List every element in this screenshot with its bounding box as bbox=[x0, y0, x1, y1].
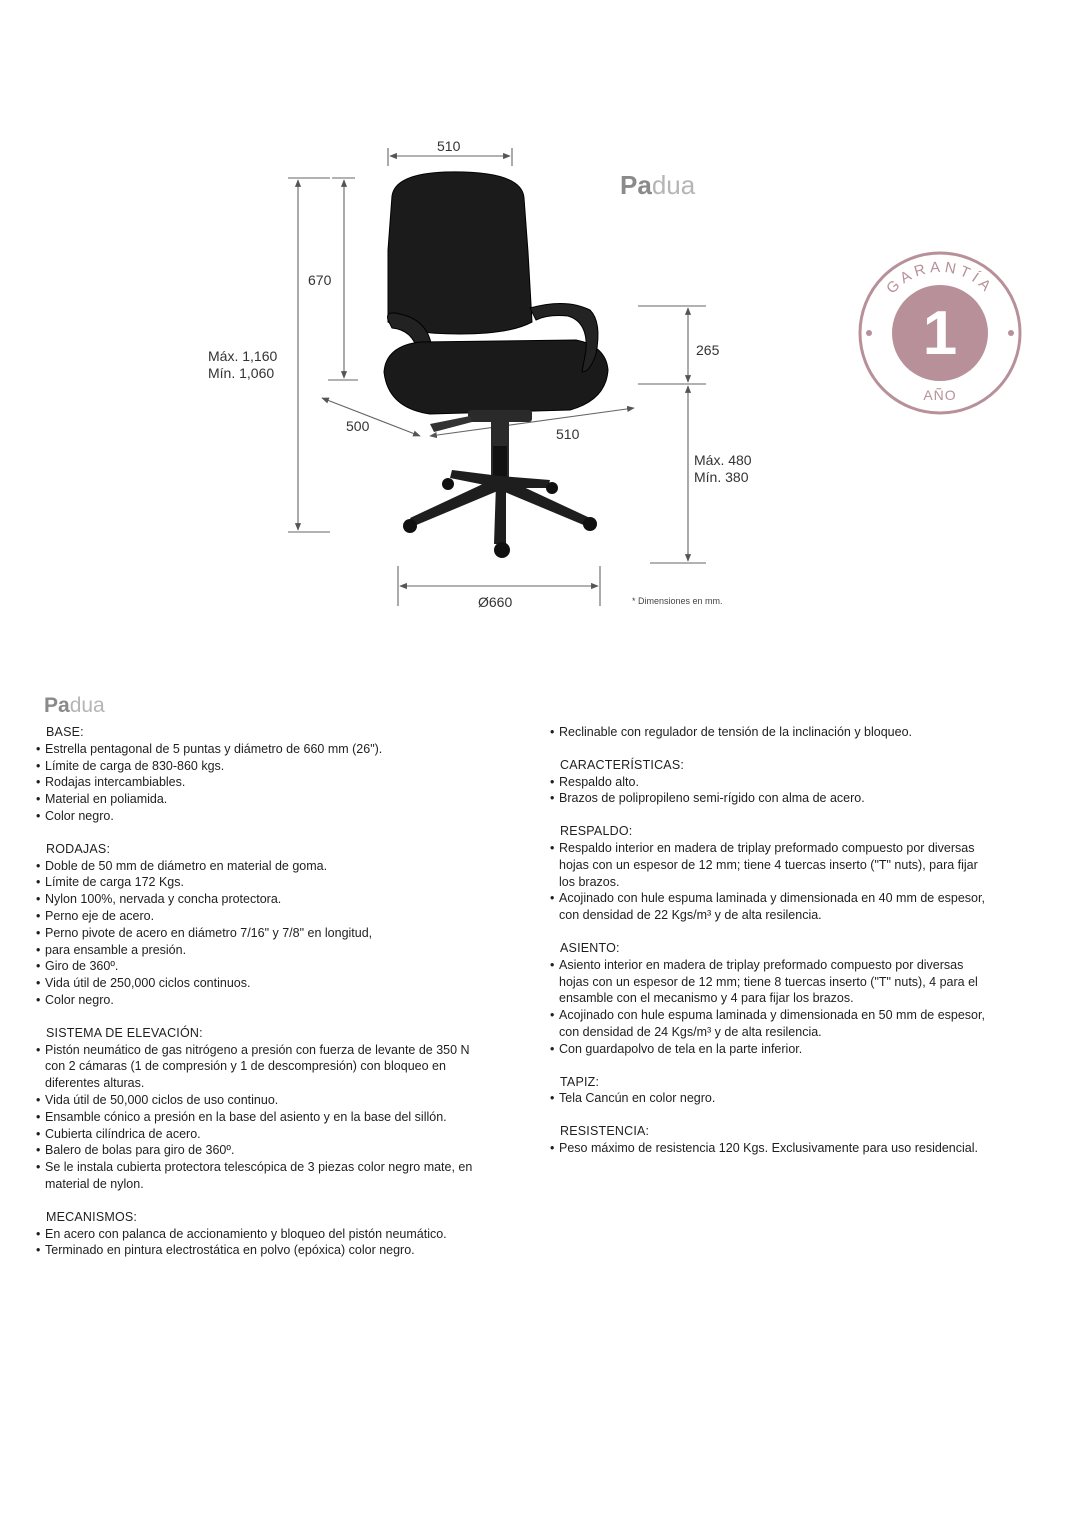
spec-heading: TAPIZ: bbox=[560, 1074, 600, 1089]
spec-section-reclinable bbox=[550, 724, 990, 741]
dim-seat-height bbox=[694, 452, 752, 486]
spec-item: • Nylon 100%, nervada y concha protectora. bbox=[36, 891, 486, 908]
spec-section-tapiz bbox=[550, 1074, 990, 1108]
title-bold: Pa bbox=[620, 170, 652, 200]
spec-item: • Vida útil de 250,000 ciclos continuos. bbox=[36, 975, 486, 992]
spec-list bbox=[550, 774, 990, 808]
spec-list bbox=[36, 741, 486, 825]
spec-item: • Peso máximo de resistencia 120 Kgs. Exclusivamente para uso residencial. bbox=[550, 1140, 990, 1157]
specs-title-rest: dua bbox=[69, 694, 105, 717]
spec-item: • Estrella pentagonal de 5 puntas y diámetro de 660 mm (26"). bbox=[36, 741, 486, 758]
spec-section-respaldo bbox=[550, 823, 990, 924]
spec-list bbox=[550, 1140, 990, 1157]
spec-list bbox=[550, 957, 990, 1058]
spec-item: • Reclinable con regulador de tensión de la inclinación y bloqueo. bbox=[550, 724, 990, 741]
badge-number: 1 bbox=[922, 299, 958, 368]
spec-item: • Acojinado con hule espuma laminada y dimensionada en 40 mm de espesor, con densidad de 22 Kgs/m³ y de alta resilencia. bbox=[550, 890, 990, 924]
spec-item: • Material en poliamida. bbox=[36, 791, 486, 808]
spec-section-asiento bbox=[550, 940, 990, 1058]
spec-item: • Respaldo interior en madera de triplay preformado compuesto por diversas hojas con un espesor de 12 mm; tiene 4 tuercas inserto ("T" nuts), para fijar los brazos. bbox=[550, 840, 990, 890]
spec-list bbox=[36, 1226, 486, 1260]
spec-item: • Color negro. bbox=[36, 992, 486, 1009]
chair-illustration bbox=[384, 172, 608, 558]
dim-seat-width: 510 bbox=[556, 426, 580, 442]
spec-item: • Se le instala cubierta protectora telescópica de 3 piezas color negro mate, en material de nylon. bbox=[36, 1159, 486, 1193]
spec-heading: RODAJAS: bbox=[46, 841, 111, 856]
spec-list bbox=[550, 724, 990, 741]
spec-item: • En acero con palanca de accionamiento y bloqueo del pistón neumático. bbox=[36, 1226, 486, 1243]
spec-item: • Límite de carga 172 Kgs. bbox=[36, 874, 486, 891]
spec-item: • Pistón neumático de gas nitrógeno a presión con fuerza de levante de 350 N con 2 cámaras (1 de compresión y 1 de descompresión) con bloqueo en diferentes alturas. bbox=[36, 1042, 486, 1092]
spec-list bbox=[36, 1042, 486, 1193]
dim-total-max: Máx. 1,160 bbox=[208, 348, 278, 364]
spec-heading: SISTEMA DE ELEVACIÓN: bbox=[46, 1025, 203, 1040]
spec-section-elevacion bbox=[36, 1025, 486, 1193]
spec-heading: BASE: bbox=[46, 725, 84, 739]
specs-right-column bbox=[550, 724, 990, 1173]
spec-item: • Con guardapolvo de tela en la parte inferior. bbox=[550, 1041, 990, 1058]
spec-item: • Giro de 360º. bbox=[36, 958, 486, 975]
dim-seat-max: Máx. 480 bbox=[694, 452, 752, 468]
spec-item: • Ensamble cónico a presión en la base del asiento y en la base del sillón. bbox=[36, 1109, 486, 1126]
spec-item: • Doble de 50 mm de diámetro en material de goma. bbox=[36, 858, 486, 875]
specs-left-column bbox=[36, 724, 486, 1275]
spec-item: • Balero de bolas para giro de 360º. bbox=[36, 1142, 486, 1159]
warranty-badge bbox=[855, 248, 1025, 418]
spec-item: • Perno eje de acero. bbox=[36, 908, 486, 925]
dim-total-min: Mín. 1,060 bbox=[208, 365, 275, 381]
spec-section-caracteristicas bbox=[550, 757, 990, 807]
spec-section-rodajas bbox=[36, 841, 486, 1009]
spec-item: • Acojinado con hule espuma laminada y dimensionada en 50 mm de espesor, con densidad de 24 Kgs/m³ y de alta resilencia. bbox=[550, 1007, 990, 1041]
dimensions-note: * Dimensiones en mm. bbox=[632, 596, 723, 606]
product-title-top bbox=[620, 170, 695, 201]
specs-title-bold: Pa bbox=[44, 694, 70, 717]
spec-item: • Perno pivote de acero en diámetro 7/16" y 7/8" en longitud, bbox=[36, 925, 486, 942]
spec-item: • Asiento interior en madera de triplay preformado compuesto por diversas hojas con un espesor de 12 mm; tiene 8 tuercas inserto ("T" nuts), 4 para el ensamble con el mecanismo y 4 para fijar los brazos. bbox=[550, 957, 990, 1007]
dim-seat-depth: 500 bbox=[346, 418, 370, 434]
spec-list bbox=[36, 858, 486, 1009]
spec-heading: RESPALDO: bbox=[560, 824, 633, 839]
spec-item: • Terminado en pintura electrostática en polvo (epóxica) color negro. bbox=[36, 1242, 486, 1259]
spec-item: • Rodajas intercambiables. bbox=[36, 774, 486, 791]
dim-top-width: 510 bbox=[437, 138, 461, 154]
spec-item: • Color negro. bbox=[36, 808, 486, 825]
spec-heading: RESISTENCIA: bbox=[560, 1124, 650, 1139]
spec-item: • Brazos de polipropileno semi-rígido con alma de acero. bbox=[550, 790, 990, 807]
dim-back-height: 670 bbox=[308, 272, 332, 288]
spec-section-base bbox=[36, 724, 486, 825]
dim-arm-height: 265 bbox=[696, 342, 720, 358]
title-rest: dua bbox=[651, 170, 696, 200]
spec-item: • Respaldo alto. bbox=[550, 774, 990, 791]
spec-heading: MECANISMOS: bbox=[46, 1209, 138, 1224]
spec-list bbox=[550, 1090, 990, 1107]
spec-item: • Vida útil de 50,000 ciclos de uso continuo. bbox=[36, 1092, 486, 1109]
spec-item: • Tela Cancún en color negro. bbox=[550, 1090, 990, 1107]
spec-item: • para ensamble a presión. bbox=[36, 942, 486, 959]
badge-top-text: GARANTÍA bbox=[883, 258, 997, 298]
dim-base-diameter: Ø660 bbox=[478, 594, 513, 610]
spec-item: • Límite de carga de 830-860 kgs. bbox=[36, 758, 486, 775]
spec-heading: ASIENTO: bbox=[560, 940, 620, 955]
spec-heading: CARACTERÍSTICAS: bbox=[560, 757, 685, 772]
spec-section-resistencia bbox=[550, 1123, 990, 1157]
spec-list bbox=[550, 840, 990, 924]
product-title-specs bbox=[44, 694, 105, 718]
spec-section-mecanismos bbox=[36, 1209, 486, 1259]
badge-bottom-text: AÑO bbox=[923, 387, 957, 403]
dim-total-height bbox=[208, 348, 277, 382]
dim-seat-min: Mín. 380 bbox=[694, 469, 749, 485]
spec-item: • Cubierta cilíndrica de acero. bbox=[36, 1126, 486, 1143]
